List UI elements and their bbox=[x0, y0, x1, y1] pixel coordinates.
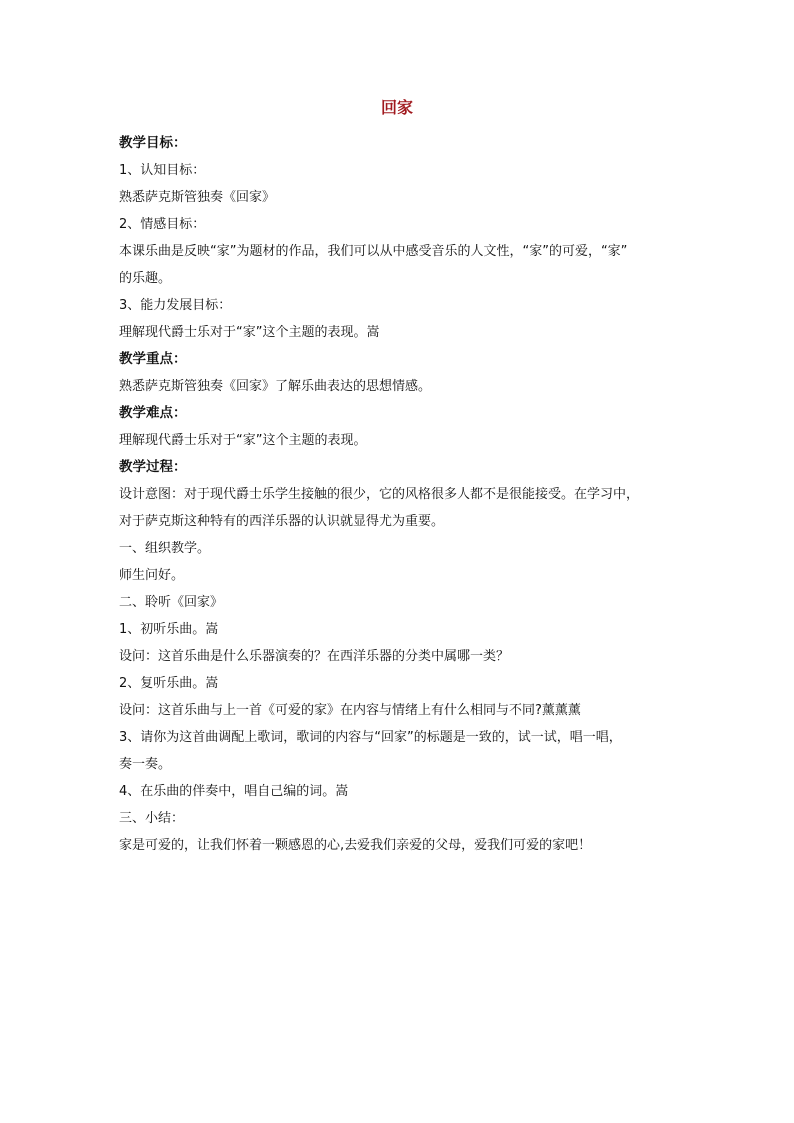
body-line: 理解现代爵士乐对于“家”这个主题的表现。嵩 bbox=[119, 325, 380, 340]
document-title: 回家 bbox=[380, 98, 413, 117]
body-line: 本课乐曲是反映“家”为题材的作品，我们可以从中感受音乐的人文性，“家”的可爱，“家” bbox=[119, 244, 628, 259]
body-line: 二、聆听《回家》 bbox=[119, 595, 224, 610]
body-line: 3、请你为这首曲调配上歌词，歌词的内容与“回家”的标题是一致的，试一试，唱一唱， bbox=[119, 730, 622, 745]
section-heading: 教学目标： bbox=[119, 135, 187, 151]
body-line: 1、认知目标： bbox=[119, 163, 206, 178]
body-line: 设计意图：对于现代爵士乐学生接触的很少，它的风格很多人都不是很能接受。在学习中， bbox=[119, 487, 640, 502]
body-line: 师生问好。 bbox=[119, 568, 185, 583]
body-line: 设问：这首乐曲是什么乐器演奏的？在西洋乐器的分类中属哪一类？ bbox=[119, 649, 510, 664]
body-line: 理解现代爵士乐对于“家”这个主题的表现。 bbox=[119, 433, 367, 448]
section-heading: 教学重点： bbox=[119, 351, 187, 367]
body-line: 奏一奏。 bbox=[119, 757, 172, 772]
body-line: 2、复听乐曲。嵩 bbox=[119, 676, 219, 691]
body-line: 设问：这首乐曲与上一首《可爱的家》在内容与情绪上有什么相同与不同?薰薰薰 bbox=[119, 703, 581, 718]
body-line: 2、情感目标： bbox=[119, 217, 206, 232]
section-heading: 教学过程： bbox=[119, 459, 187, 475]
body-line: 1、初听乐曲。嵩 bbox=[119, 622, 219, 637]
body-line: 三、小结： bbox=[119, 811, 185, 826]
section-heading: 教学难点： bbox=[119, 405, 187, 421]
body-line: 家是可爱的，让我们怀着一颗感恩的心,去爱我们亲爱的父母，爱我们可爱的家吧！ bbox=[119, 838, 592, 853]
document-body bbox=[119, 130, 679, 859]
body-line: 一、组织教学。 bbox=[119, 541, 211, 556]
body-line: 的乐趣。 bbox=[119, 271, 172, 286]
body-line: 熟悉萨克斯管独奏《回家》 bbox=[119, 190, 276, 205]
body-line: 3、能力发展目标： bbox=[119, 298, 232, 313]
body-line: 熟悉萨克斯管独奏《回家》了解乐曲表达的思想情感。 bbox=[119, 379, 432, 394]
body-line: 对于萨克斯这种特有的西洋乐器的认识就显得尤为重要。 bbox=[119, 514, 445, 529]
body-line: 4、在乐曲的伴奏中，唱自己编的词。嵩 bbox=[119, 784, 349, 799]
